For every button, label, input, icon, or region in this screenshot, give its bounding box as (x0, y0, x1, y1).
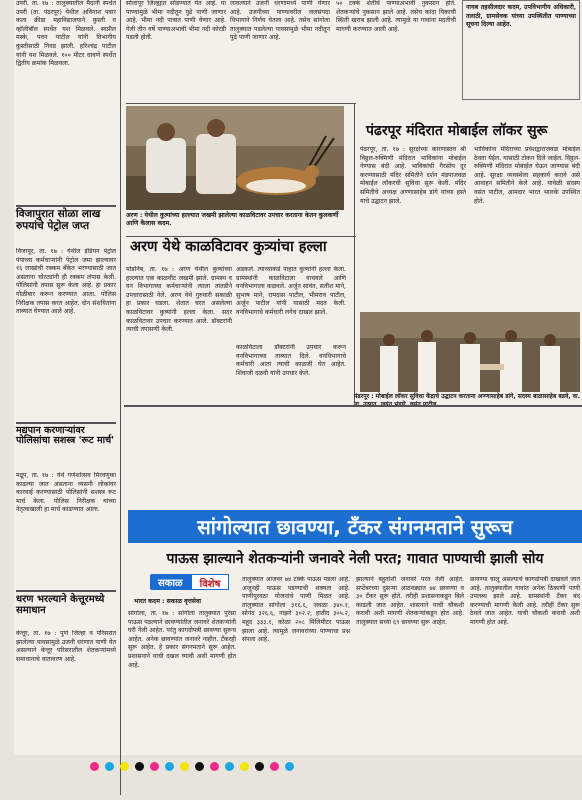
article-text: काळविटाला डॉक्टरांनी उपचार करून वनविभागाच्या ताब्यात दिले. वनविभागाचे कर्मचारी आता त्याची काळजी घेत आहेत. शिवाजी दळवी यांनी उपचार केले. (236, 344, 346, 377)
deer-headline: अरण येथे काळविटावर कुत्र्यांचा हल्ला (130, 239, 327, 255)
article-text: नायब तहसीलदार कदम, उपविभागीय अधिकारी, तलाठी, ग्रामसेवक यांच्या उपस्थितीत पाण्याच्या सूचना दिल्या आहेत. (466, 4, 576, 29)
registration-dot (255, 762, 264, 771)
registration-dot (150, 762, 159, 771)
article-text: ५० टक्के शेतीचे पाण्याअभावी नुकसान होते. शेतकऱ्यांचे नुकसान झाले आहे. तसेच कांदा पिकाची स्थिती खराब झाली आहे. त्यामुळे या गावांना मदतीची मागणी करण्यात आली आहे. (336, 0, 456, 33)
kettur-body (16, 630, 116, 750)
registration-dot (210, 762, 219, 771)
kettur-headline: धरण भरल्याने केत्तूरमध्ये समाधान (16, 594, 105, 616)
story-rule (126, 236, 356, 237)
article-text: सोलापूर जिल्ह्यात सोडण्यात येत आहे. या पाण्यामुळे भीमा नदीतून पुढे पाणी जाणार आहे. भीमा नदी पात्रात पाणी येणार आहे. गेली तीन वर्षे पाण्याअभावी भीमा नदी कोरडी पडली होती. (126, 0, 226, 42)
deer-photo-caption: अरण : येथील कुत्र्यांच्या हल्ल्यात जखमी झालेल्या काळविटावर उपचार करताना केतन कुलकर्णी आणि कैलास कदम. (126, 212, 339, 227)
main-body-col4 (470, 576, 580, 752)
temple-body-col2 (474, 146, 580, 310)
top-column-4 (336, 0, 456, 100)
article-text: मोडनिंब, ता. १७ : अरण येथील कुत्र्यांच्या हल्ल्यात एक काळवीट जखमी झाले. ग्रामस्थ व वन विभागाच्या कर्मचाऱ्यांनी त्याला तातडीने उपचारासाठी नेले. अरण येथे गुरुवारी सकाळी हा प्रकार घडला. शेतात चरत असलेल्या काळविटावर कुत्र्यांनी हल्ला केला. सदर काळविटावर उपचार करण्यात आले. डॉक्टरांनी त्याची तपासणी केली. (126, 266, 232, 334)
temple-body-col1 (360, 146, 466, 310)
printer-registration-marks (90, 762, 294, 771)
deer-photo (126, 106, 344, 210)
newspaper-page (14, 0, 582, 755)
article-text: अडकले. त्याच्याकडे पाहात कुत्र्यांनी हल्ला केला. ग्रामस्थांनी काळविटाला वाचवले आणि वनविभागाला कळवले. अर्जुन सावंत, सतीश माने, सुभाष माने, रामदास पाटील, भीमराव पाटील, अर्जुन पाटील यांनी यासाठी मदत केली. वनविभागाचे कर्मचारी लगेच दाखल झाले. (236, 266, 346, 316)
top-right-box (462, 0, 580, 100)
temple-photo (360, 312, 580, 392)
column-divider (120, 0, 121, 795)
temple-photo-image (360, 312, 580, 392)
article-text: झाल्याने बहुतांशी जनावरे परत नेली आहेत. सप्टेंबरच्या दुसऱ्या आठवड्यात ७४ छावण्या व ३० टँकर सुरू होते. तरीही प्रशासनाकडून बिले काढली जात आहेत. शासनाने याची चौकशी करावी अशी मागणी शेतकऱ्यांकडून होत आहे. तालुक्यात सध्या ६९ छावण्या सुरू आहेत. (356, 576, 464, 626)
registration-dot (105, 762, 114, 771)
story-rule (16, 422, 116, 424)
temple-photo-caption: पंढरपूर : मोबाईल लॉकर सुविधा केंद्राचे उद्घाटन करताना अण्णासाहेब डांगे, सदस्य बाळासाहेब बडवे, वा. (354, 393, 580, 400)
article-text: पंढरपूर, ता. १७ : सुरक्षेच्या कारणास्तव श्री विठ्ठल-रुक्मिणी मंदिरात भाविकांना मोबाईल नेण्यास बंदी आहे. भाविकांची गैरसोय दूर करण्यासाठी मंदिर समितीने दर्शन मंडपाजवळ मोबाईल लॉकरची सुविधा सुरू केली. मंदिर समितीचे अध्यक्ष अण्णासाहेब डांगे यांच्या हस्ते याचे उद्घाटन झाले. (360, 146, 466, 205)
deer-body-col1 (126, 266, 232, 396)
article-text: छावण्या चालू असल्याचे कागदोपत्री दाखवले जात आहे. तालुक्यातील गावांत अनेक ठिकाणी पाणी उपलब्ध झाले आहे. ग्रामस्थांनी टँकर बंद करण्याची मागणी केली आहे. तरीही टँकर सुरू ठेवले जात आहेत. याची चौकशी करावी अशी मागणी होत आहे. (470, 576, 580, 626)
deer-body-col3 (236, 344, 346, 396)
article-text: लावल्याने उजनी धरणामध्ये पाणी येणार आहे. उजनीच्या पाण्यावरील जलसंपदा विभागाने निर्णय घेतला आहे. तसेच सांगोला तालुक्यात पडलेल्या पावसामुळे भीमा नदीतून पुढे पाणी जाणार आहे. (230, 0, 330, 42)
main-body-col1 (128, 610, 236, 752)
top-column-2 (126, 0, 226, 100)
vijapur-headline: विजापुरात सोळा लाख रुपयांचे पेट्रोल जप्त (16, 208, 101, 232)
registration-dot (240, 762, 249, 771)
registration-dot (270, 762, 279, 771)
story-rule (16, 590, 116, 592)
registration-dot (165, 762, 174, 771)
vijapur-body (16, 248, 116, 418)
registration-dot (120, 762, 129, 771)
article-text: भाविकांना मंदिराच्या प्रवेशद्वाराजवळ मोबाईल ठेवता येईल. यासाठी टोकन दिले जाईल. विठ्ठल-रुक्मिणी मंदिरात मोबाईल घेऊन जाण्यास बंदी आहे. सुरक्षा व्यवस्थेला सहकार्य करावे असे आवाहन समितीने केले आहे. यावेळी सदस्य वसंत पाटील, आमदार भारत भालके उपस्थित होते. (474, 146, 580, 205)
column-divider (354, 103, 355, 403)
registration-dot (195, 762, 204, 771)
main-body-col2 (242, 576, 350, 752)
top-column-3 (230, 0, 330, 100)
main-subheadline: पाऊस झाल्याने शेतकऱ्यांनी जनावरे नेली परत; गावात पाण्याची झाली सोय (166, 550, 544, 567)
registration-dot (285, 762, 294, 771)
tag-vishesh: विशेष (191, 574, 230, 590)
article-text: तालुक्यात आजवर ७४ टक्के पाऊस पडला आहे. अजूनही पाऊस पडण्याची शक्यता आहे. पाणीपुरवठा योजनांचे पाणी मिळत आहे. तालुक्यात सांगोला ३१६.६, जवळा ३४०.१, सोनंद ३२६.६, नाझरे ३०२.२, हातीद ३०५.२, महूद ३३३.१, कोळा २०८ मिलिमीटर पाऊस झाला आहे. त्यामुळे जनावरांच्या पाण्याचा प्रश्न संपला आहे. (242, 576, 350, 644)
article-text: मद्रूप, ता. १७ : येथे गणेशोत्सव मिरवणुका काढल्या जात असताना व्यसनी लोकांवर कारवाई करण्यासाठी पोलिसांनी सशस्त्र रूट मार्च केला. पोलिस निरीक्षक यांच्या नेतृत्वाखाली हा मार्च काढण्यात आला. (16, 472, 116, 514)
main-headline: सांगोल्यात छावण्या, टँकर संगनमताने सुरूच (128, 510, 582, 543)
temple-headline: पंढरपूर मंदिरात मोबाईल लॉकर सुरू (366, 123, 548, 139)
top-left-column (16, 0, 116, 202)
registration-dot (135, 762, 144, 771)
deer-photo-image (126, 106, 344, 210)
article-text: विजापूर, ता. १७ : येथील इंडियन पेट्रोल पंपाच्या कर्मचाऱ्यांनी पेट्रोल जमा झाल्यावर १६ लाखांची रक्कम बँकेत भरण्यासाठी जात असताना चोरट्यांनी ही रक्कम लंपास केली. पोलिसांनी तपास सुरू केला आहे. हा प्रकार गोळीबार करून करण्यात आला. पोलिस निरीक्षक तपास करत आहेत. दोन संशयितांना ताब्यात घेण्यात आले आहे. (16, 248, 116, 316)
story-rule (126, 103, 356, 104)
story-rule (16, 205, 116, 207)
article-text: उपरी. ता. १७ : तालुक्यातील मैदानी स्पर्धेत उपरी (ता. पंढरपूर) येथील अविनाश पवार कला क्रीडा महाविद्यालयाने कुस्ती व व्हॉलीबॉल स्पर्धेत यश मिळवले. स्वप्नील मस्के, पवन पाटील यांनी विभागीय कुस्तीसाठी निवड झाली. हरिश्चंद्र पाटील यांनी यश मिळवले. १०० मीटर धावणे स्पर्धेत द्वितीय क्रमांक मिळवला. (16, 0, 116, 68)
route-march-headline: मद्यपान करणाऱ्यांवर पोलिसांचा सशस्त्र 'रूट मार्च' (16, 425, 115, 447)
route-march-body (16, 472, 116, 584)
sakal-vishesh-tag (150, 574, 229, 590)
main-body-col3 (356, 576, 464, 752)
article-text: सांगोला, ता. १७ : सांगोला तालुक्यात पुरेसा पाऊस पडल्याने छावण्यांतील जनावरे शेतकऱ्यांनी घरी नेली आहेत. परंतु कागदोपत्री छावण्या सुरूच आहेत. अनेक छावण्यांत जनावरे नाहीत. टँकरही सुरू आहेत. हे प्रकार संगनमताने सुरू आहेत. प्रशासनाने याची दखल घ्यावी अशी मागणी होत आहे. (128, 610, 236, 669)
story-rule (124, 405, 582, 407)
article-text: केत्तूर, ता. १७ : पुणे जिल्हा व परिसरात झालेल्या पावसामुळे उजनी धरणात पाणी येत असल्याने केत्तूर परिसरातील शेतकऱ्यांमध्ये समाधानाचे वातावरण आहे. (16, 630, 116, 663)
registration-dot (90, 762, 99, 771)
tag-sakal: सकाळ (150, 574, 191, 590)
main-byline: भारत कदम : सकाळ वृत्तसेवा (134, 598, 202, 605)
registration-dot (180, 762, 189, 771)
registration-dot (225, 762, 234, 771)
